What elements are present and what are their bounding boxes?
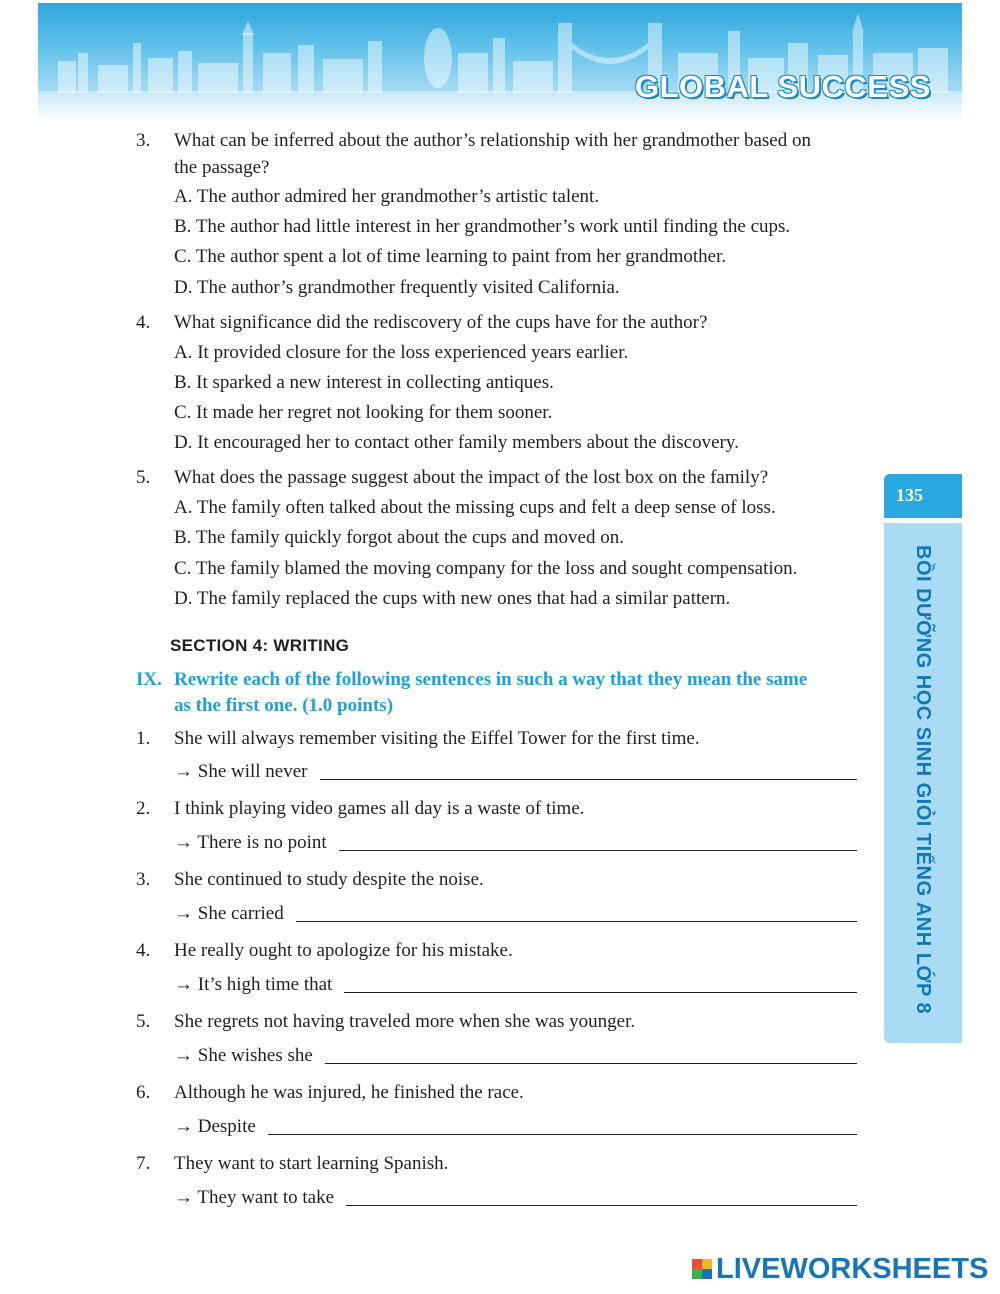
- global-success-logo: GLOBAL SUCCESS: [635, 69, 931, 104]
- answer-prompt: → She carried: [174, 903, 284, 924]
- answer-option[interactable]: B. It sparked a new interest in collecting antiques.: [174, 372, 554, 393]
- liveworksheets-brand: [692, 1254, 988, 1284]
- liveworksheets-wordmark: LIVEWORKSHEETS: [716, 1252, 989, 1285]
- answer-blank[interactable]: [344, 972, 857, 993]
- answer-prompt: → There is no point: [174, 832, 327, 853]
- item-number: 5.: [136, 1011, 151, 1032]
- page-number-tab: [884, 474, 962, 518]
- answer-row: [174, 972, 857, 998]
- item-number: 2.: [136, 798, 151, 819]
- item-sentence: He really ought to apologize for his mistake.: [174, 940, 513, 961]
- exercise-instruction: Rewrite each of the following sentences in such a way that they mean the same: [174, 669, 808, 690]
- item-number: 4.: [136, 940, 151, 961]
- item-sentence: They want to start learning Spanish.: [174, 1153, 449, 1174]
- header-banner: [38, 3, 962, 121]
- answer-blank[interactable]: [339, 830, 857, 851]
- answer-option[interactable]: A. The family often talked about the missing cups and felt a deep sense of loss.: [174, 497, 776, 518]
- answer-prompt: → They want to take: [174, 1187, 335, 1208]
- item-number: 1.: [136, 728, 151, 749]
- answer-row: [174, 901, 857, 927]
- answer-option[interactable]: D. The author’s grandmother frequently visited California.: [174, 277, 620, 298]
- book-title-band: [884, 523, 962, 1043]
- answer-row: [174, 1114, 857, 1140]
- answer-prompt: → Despite: [174, 1116, 256, 1137]
- answer-blank[interactable]: [346, 1185, 857, 1206]
- section-title: SECTION 4: WRITING: [170, 636, 350, 655]
- question-number: 4.: [136, 312, 151, 333]
- answer-option[interactable]: A. It provided closure for the loss experienced years earlier.: [174, 342, 629, 363]
- answer-prompt: → She will never: [174, 761, 308, 782]
- question-number: 3.: [136, 130, 151, 151]
- answer-option[interactable]: A. The author admired her grandmother’s artistic talent.: [174, 186, 600, 207]
- answer-option[interactable]: B. The author had little interest in her grandmother’s work until finding the cups.: [174, 216, 791, 237]
- answer-row: [174, 1043, 857, 1069]
- page-number: 135: [896, 485, 923, 505]
- question-text: What can be inferred about the author’s relationship with her grandmother based on: [174, 130, 811, 151]
- answer-blank[interactable]: [325, 1043, 857, 1064]
- item-sentence: She will always remember visiting the Eiffel Tower for the first time.: [174, 728, 700, 749]
- answer-prompt: → It’s high time that: [174, 974, 333, 995]
- answer-row: [174, 759, 857, 785]
- answer-option[interactable]: C. It made her regret not looking for them sooner.: [174, 402, 553, 423]
- item-number: 3.: [136, 869, 151, 890]
- answer-prompt: → She wishes she: [174, 1045, 313, 1066]
- question-text: What significance did the rediscovery of the cups have for the author?: [174, 312, 708, 333]
- item-sentence: I think playing video games all day is a waste of time.: [174, 798, 585, 819]
- answer-option[interactable]: D. The family replaced the cups with new ones that had a similar pattern.: [174, 588, 731, 609]
- answer-option[interactable]: C. The family blamed the moving company for the loss and sought compensation.: [174, 558, 798, 579]
- question-text: What does the passage suggest about the impact of the lost box on the family?: [174, 467, 769, 488]
- item-number: 6.: [136, 1082, 151, 1103]
- item-sentence: Although he was injured, he finished the race.: [174, 1082, 524, 1103]
- exercise-instruction: as the first one. (1.0 points): [174, 695, 394, 716]
- answer-blank[interactable]: [320, 759, 857, 780]
- question-number: 5.: [136, 467, 151, 488]
- exercise-label: IX.: [136, 669, 162, 690]
- item-sentence: She regrets not having traveled more when she was younger.: [174, 1011, 636, 1032]
- answer-option[interactable]: C. The author spent a lot of time learning to paint from her grandmother.: [174, 246, 727, 267]
- answer-option[interactable]: B. The family quickly forgot about the cups and moved on.: [174, 527, 624, 548]
- answer-blank[interactable]: [296, 901, 857, 922]
- answer-blank[interactable]: [268, 1114, 857, 1135]
- answer-option[interactable]: D. It encouraged her to contact other family members about the discovery.: [174, 432, 739, 453]
- book-title-vertical: BỒI DƯỠNG HỌC SINH GIỎI TIẾNG ANH LỚP 8: [912, 545, 934, 1015]
- item-number: 7.: [136, 1153, 151, 1174]
- answer-row: [174, 1185, 857, 1211]
- answer-row: [174, 830, 857, 856]
- liveworksheets-logo-icon: [692, 1259, 712, 1279]
- item-sentence: She continued to study despite the noise.: [174, 869, 484, 890]
- question-text: the passage?: [174, 157, 270, 178]
